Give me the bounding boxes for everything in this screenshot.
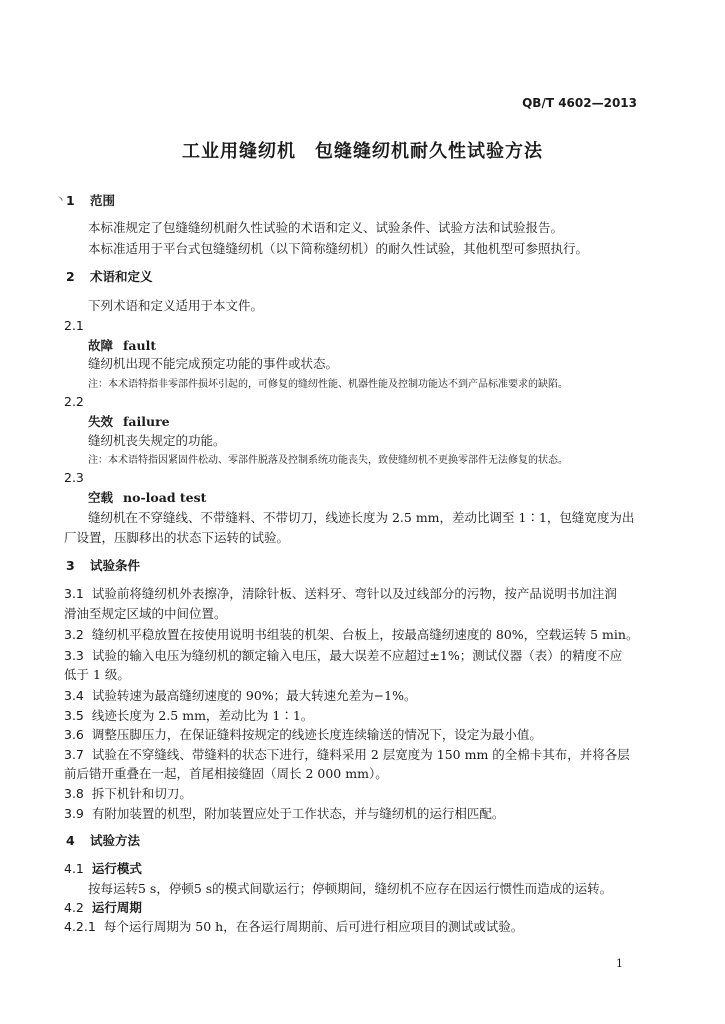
- item-number: 3.2: [64, 627, 84, 642]
- term-zh: 故障: [88, 338, 114, 353]
- item-text: 线迹长度为 2.5 mm，差动比为 1∶1。: [91, 708, 314, 723]
- item-number: 3.4: [64, 688, 84, 703]
- section-title: 试验条件: [90, 558, 141, 573]
- term-number: 2.3: [64, 470, 84, 485]
- condition-item: [64, 919, 639, 935]
- section-number: 2: [66, 269, 75, 284]
- term-zh: 失效: [88, 414, 114, 429]
- section-number: 4: [66, 833, 75, 848]
- section-number: 1: [66, 193, 75, 208]
- section-title: 术语和定义: [90, 269, 153, 284]
- term-heading: [88, 338, 156, 354]
- item-continuation: 低于 1 级。: [64, 667, 130, 682]
- item-number: 3.3: [64, 648, 84, 663]
- section-4-heading: [66, 833, 140, 849]
- item-text: 试验的输入电压为缝纫机的额定输入电压，最大误差不应超过±1%；测试仪器（表）的精度不应: [91, 648, 623, 663]
- term-en: no-load test: [123, 490, 207, 505]
- term-en: fault: [123, 338, 157, 353]
- condition-item: [64, 688, 639, 704]
- term-heading: [88, 414, 170, 430]
- section-2-heading: [66, 269, 153, 285]
- term-note: 注：本术语特指因紧固件松动、零部件脱落及控制系统功能丧失，致使缝纫机不更换零部件无法修复的状态。: [88, 455, 568, 466]
- standard-code: QB/T 4602—2013: [522, 96, 637, 110]
- item-text: 试验在不穿缝线、带缝料的状态下进行，缝料采用 2 层宽度为 150 mm 的全棉卡其布，并将各层: [91, 747, 630, 762]
- section-3-heading: [66, 558, 140, 574]
- section-1-heading: [66, 193, 115, 209]
- term-en: failure: [123, 414, 170, 429]
- term-heading: [88, 490, 206, 506]
- item-text: 缝纫机平稳放置在按使用说明书组装的机架、台板上，按最高缝纫速度的 80%，空载运转 5 min。: [91, 627, 639, 642]
- condition-item: [64, 806, 639, 822]
- run-mode-text: 按每运转5 s，停顿5 s的模式间歇运行；停顿期间，缝纫机不应存在因运行惯性而造成的运转。: [88, 881, 613, 896]
- item-number: 3.6: [64, 727, 84, 742]
- subsection-heading: [64, 900, 639, 916]
- page-number: 1: [616, 957, 623, 970]
- condition-item: [64, 747, 639, 763]
- item-number: 3.1: [64, 586, 84, 601]
- section-title: 范围: [90, 193, 116, 208]
- condition-item: [64, 586, 639, 602]
- term-note: 注：本术语特指非零部件损坏引起的，可修复的缝纫性能、机器性能及控制功能达不到产品标准要求的缺陷。: [88, 379, 568, 390]
- item-text: 拆下机针和切刀。: [91, 786, 192, 801]
- term-definition-line-1: 缝纫机在不穿缝线、不带缝料、不带切刀，线迹长度为 2.5 mm，差动比调至 1∶1，包缝宽度为出: [88, 510, 635, 525]
- term-definition: 缝纫机丧失规定的功能。: [88, 433, 226, 448]
- term-number: 2.1: [64, 318, 84, 333]
- item-number: 4.1: [64, 861, 84, 876]
- condition-item: [64, 627, 639, 643]
- subsection-title: 运行模式: [91, 861, 142, 876]
- term-definition-line-2: 厂设置，压脚移出的状态下运转的试验。: [64, 530, 290, 545]
- term-zh: 空载: [88, 490, 114, 505]
- term-definition: 缝纫机出现不能完成预定功能的事件或状态。: [88, 356, 339, 371]
- condition-item: [64, 727, 639, 743]
- item-text: 每个运行周期为 50 h，在各运行周期前、后可进行相应项目的测试或试验。: [103, 919, 524, 934]
- item-number: 3.8: [64, 786, 84, 801]
- item-text: 试验前将缝纫机外表擦净，清除针板、送料牙、弯针以及过线部分的污物，按产品说明书加注润: [91, 586, 617, 601]
- item-number: 4.2.1: [64, 919, 96, 934]
- item-number: 3.5: [64, 708, 84, 723]
- section-title: 试验方法: [90, 833, 141, 848]
- item-text: 调整压脚压力，在保证缝料按规定的线迹长度连续输送的情况下，设定为最小值。: [91, 727, 542, 742]
- subsection-title: 运行周期: [91, 900, 142, 915]
- item-number: 3.7: [64, 747, 84, 762]
- condition-item: [64, 708, 639, 724]
- terms-intro: 下列术语和定义适用于本文件。: [88, 298, 264, 313]
- item-number: 4.2: [64, 900, 84, 915]
- item-continuation: 滑油至规定区域的中间位置。: [64, 606, 227, 621]
- section-number: 3: [66, 558, 75, 573]
- condition-item: [64, 648, 639, 664]
- item-text: 试验转速为最高缝纫速度的 90%；最大转速允差为−1%。: [91, 688, 417, 703]
- scope-paragraph-2: 本标准适用于平台式包缝缝纫机（以下简称缝纫机）的耐久性试验，其他机型可参照执行。: [88, 241, 589, 256]
- document-title: 工业用缝纫机 包缝缝纫机耐久性试验方法: [182, 141, 543, 162]
- item-continuation: 前后错开重叠在一起，首尾相接缝固（周长 2 000 mm）。: [64, 766, 388, 781]
- term-number: 2.2: [64, 394, 84, 409]
- subsection-heading: [64, 861, 639, 877]
- item-text: 有附加装置的机型，附加装置应处于工作状态，并与缝纫机的运行相匹配。: [91, 806, 505, 821]
- scope-paragraph-1: 本标准规定了包缝缝纫机耐久性试验的术语和定义、试验条件、试验方法和试验报告。: [88, 220, 564, 235]
- scan-mark: 丶: [55, 193, 66, 206]
- condition-item: [64, 786, 639, 802]
- item-number: 3.9: [64, 806, 84, 821]
